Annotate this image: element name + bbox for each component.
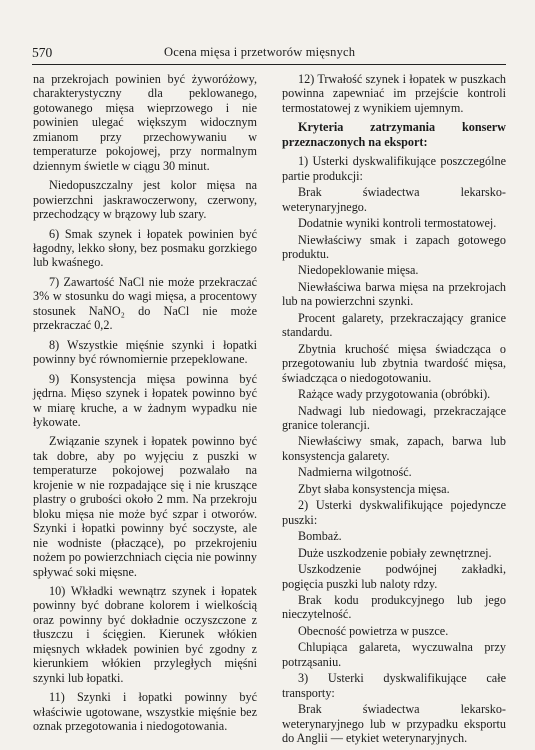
criteria-item: 3) Usterki dyskwalifikujące całe transporty:: [282, 671, 506, 700]
criteria-item: Rażące wady przygotowania (obróbki).: [298, 387, 491, 402]
page-header: [32, 44, 506, 65]
criteria-item: 2) Usterki dyskwalifikujące pojedyncze puszki:: [282, 498, 506, 527]
section-heading: Kryteria zatrzymania konserw przeznaczonych na eksport:: [282, 120, 506, 149]
criteria-item: Chlupiąca galareta, wyczuwalna przy potrząsaniu.: [282, 640, 506, 669]
paragraph: 9) Konsystencja mięsa powinna być jędrna. Mięso szynek i łopatek powinno być w miarę kruche, a w żadnym wypadku nie łykowate.: [33, 371, 257, 429]
running-title: Ocena mięsa i przetworów mięsnych: [164, 45, 356, 59]
paragraph: Niedopuszczalny jest kolor mięsa na powierzchni jaskrawoczerwony, czerwony, przechodzący w brązowy lub szary.: [33, 178, 257, 222]
paragraph: na przekrojach powinien być żyworóżowy, charakterystyczny dla peklowanego, gotowanego mięsa wieprzowego i nie powinien ulegać większym widocznym zmianom przy przechowywaniu w temperaturze pokojowej, przy normalnym dziennym świetle w ciągu 30 minut.: [33, 72, 257, 173]
criteria-item: Brak kodu produkcyjnego lub jego nieczytelność.: [282, 592, 506, 622]
criteria-item: Obecność powietrza w puszce.: [298, 623, 449, 638]
criteria-item: Niewłaściwy smak i zapach gotowego produktu.: [282, 232, 506, 261]
left-column: [33, 72, 257, 738]
criteria-item: Uszkodzenie podwójnej zakładki, pogięcia puszki lub naloty rdzy.: [282, 562, 506, 591]
criteria-item: Bombaż.: [298, 529, 342, 544]
criteria-item: Niewłaściwy smak, zapach, barwa lub konsystencja galarety.: [282, 434, 506, 463]
page-number: 570: [32, 45, 53, 60]
paragraph: 6) Smak szynek i łopatek powinien być łagodny, lekko słony, bez posmaku gorzkiego lub kwaśnego.: [33, 226, 257, 270]
paragraph: 10) Wkładki wewnątrz szynek i łopatek powinny być dobrane kolorem i wielkością oraz powinny być dokładnie oczyszczone z tłuszczu i ścięgien. Kierunek włókien mięsnych wkładek powinien być zgodny z kierunkiem włókien przyległych mięśni szynki lub łopatki.: [33, 583, 257, 685]
criteria-item: Brak świadectwa lekarsko-weterynaryjnego.: [282, 185, 506, 214]
criteria-item: 1) Usterki dyskwalifikujące poszczególne partie produkcji:: [282, 154, 506, 183]
criteria-item: Duże uszkodzenie pobiały zewnętrznej.: [298, 545, 492, 560]
criteria-item: Nadmierna wilgotność.: [298, 465, 412, 480]
criteria-item: Brak świadectwa lekarsko-weterynaryjnego lub w przypadku eksportu do Anglii — etykiet weterynaryjnych.: [282, 702, 506, 746]
criteria-item: Niedopeklowanie mięsa.: [298, 263, 419, 278]
paragraph: 8) Wszystkie mięśnie szynki i łopatki powinny być równomiernie przepeklowane.: [33, 337, 257, 367]
criteria-item: Dodatnie wyniki kontroli termostatowej.: [298, 216, 497, 231]
criteria-item: Niewłaściwa barwa mięsa na przekrojach lub na powierzchni szynki.: [282, 279, 506, 309]
criteria-item: Procent galarety, przekraczający granice standardu.: [282, 310, 506, 340]
paragraph: 7) Zawartość NaCl nie może przekraczać 3% w stosunku do wagi mięsa, a procentowy stosunek NaNO₂ do NaCl nie może przekraczać 0,2.: [33, 274, 257, 333]
criteria-item: Nadwagi lub niedowagi, przekraczające granice tolerancji.: [282, 403, 506, 432]
paragraph: Związanie szynek i łopatek powinno być tak dobre, aby po wyjęciu z puszki w temperaturze pokojowej pozwalało na krojenie w nie rozpadające się i nie kruszące plastry o grubości około 2 mm. Na przekroju bloku mięsa nie może być szpar i otworów. Szynki i łopatki powinny być soczyste, ale nie wodniste (płaczące), po przekrojeniu nożem po powierzchniach cięcia nie powinny spływać soki mięsne.: [33, 434, 257, 579]
criteria-item: Zbyt słaba konsystencja mięsa.: [298, 481, 450, 496]
paragraph: 12) Trwałość szynek i łopatek w puszkach powinna zapewniać im przejście kontroli termostatowej z wynikiem ujemnym.: [282, 72, 506, 115]
criteria-item: Zbytnia kruchość mięsa świadcząca o przegotowaniu lub zbytnia twardość mięsa, świadcząca o niedogotowaniu.: [282, 341, 506, 385]
paragraph: 11) Szynki i łopatki powinny być właściwie ugotowane, wszystkie mięśnie bez oznak przegotowania i niedogotowania.: [33, 690, 257, 734]
right-column: [282, 72, 506, 747]
